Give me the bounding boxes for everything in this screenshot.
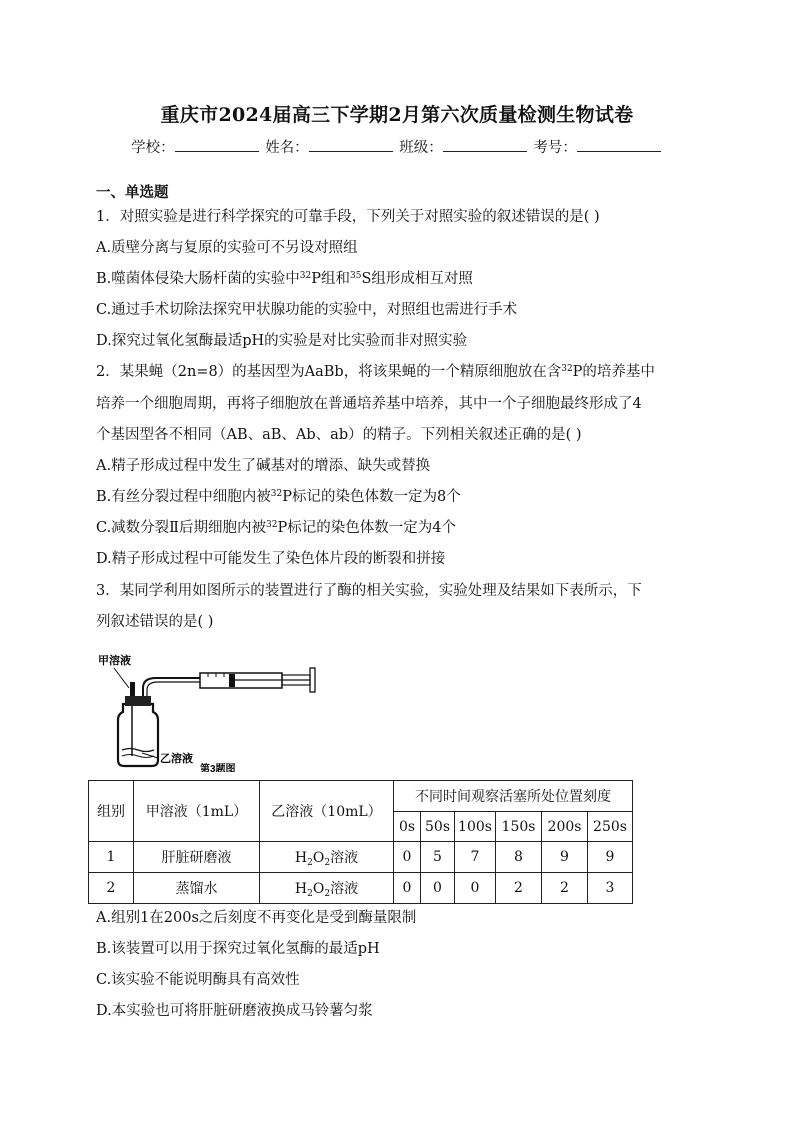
cell-value: 7 [455, 842, 496, 873]
cell-value: 5 [421, 842, 455, 873]
q1-b-text2: P组和 [311, 271, 350, 287]
cell-value: 8 [496, 842, 542, 873]
cell-group: 1 [89, 842, 134, 873]
q1-b-text3: S组形成相互对照 [361, 271, 473, 287]
field-name-label: 姓名： [265, 140, 309, 156]
cell-value: 2 [542, 873, 588, 904]
field-name-blank[interactable] [309, 137, 393, 152]
field-school-label: 学校： [131, 140, 175, 156]
q1-option-d: D.探究过氧化氢酶最适pH的实验是对比实验而非对照实验 [96, 333, 468, 349]
header-time: 200s [542, 812, 588, 842]
q2-c-text2: P标记的染色体数一定为4个 [277, 520, 456, 536]
q3-stem-line2: 列叙述错误的是( ) [96, 614, 214, 630]
q2-b-text2: P标记的染色体数一定为8个 [282, 489, 461, 505]
section-title: 一、单选题 [96, 184, 169, 201]
figure-caption: 第3题图 [200, 764, 236, 772]
cell-yi-sub2: 2 [324, 858, 331, 868]
q3-option-a: A.组别1在200s之后刻度不再变化是受到酶量限制 [96, 910, 417, 926]
cell-yi-h: H [294, 881, 308, 897]
table-row [89, 842, 633, 873]
cell-value: 3 [588, 873, 633, 904]
field-school-blank[interactable] [175, 137, 259, 152]
header-time: 250s [588, 812, 633, 842]
table-row [89, 873, 633, 904]
cell-yi-sub1: 2 [307, 858, 313, 868]
cell-value: 0 [455, 873, 496, 904]
cell-yi [260, 842, 394, 873]
q2-option-d: D.精子形成过程中可能发生了染色体片段的断裂和拼接 [96, 551, 446, 567]
label-jia-solution: 甲溶液 [98, 655, 131, 667]
header-observation: 不同时间观察活塞所处位置刻度 [394, 781, 633, 812]
q2-option-a: A.精子形成过程中发生了碱基对的增添、缺失或替换 [96, 458, 431, 474]
header-jia: 甲溶液（1mL） [134, 781, 260, 842]
cell-yi-sub2: 2 [324, 889, 331, 899]
cell-yi-sub1: 2 [307, 889, 313, 899]
q2-option-b [96, 485, 461, 506]
field-class-label: 班级： [399, 140, 443, 156]
cell-value: 9 [588, 842, 633, 873]
q1-option-c: C.通过手术切除法探究甲状腺功能的实验中，对照组也需进行手术 [96, 302, 518, 318]
header-yi: 乙溶液（10mL） [260, 781, 394, 842]
q2-c-sup: 32 [266, 520, 278, 530]
apparatus-figure [96, 648, 326, 772]
stopper-icon [125, 696, 151, 706]
cell-yi-o: O [312, 850, 325, 866]
q1-option-b [96, 267, 473, 288]
header-time: 150s [496, 812, 542, 842]
header-group: 组别 [89, 781, 134, 842]
q2-line1-sup: 32 [561, 364, 573, 374]
q1-stem: 1．对照实验是进行科学探究的可靠手段，下列关于对照实验的叙述错误的是( ) [96, 209, 600, 225]
q1-b-sup1: 32 [299, 271, 312, 281]
label-yi-solution: 乙溶液 [160, 753, 193, 765]
field-number-label: 考号： [533, 140, 577, 156]
cell-value: 2 [496, 873, 542, 904]
q3-stem-line1: 3．某同学利用如图所示的装置进行了酶的相关实验，实验处理及结果如下表所示，下 [96, 583, 642, 599]
exam-title: 重庆市2024届高三下学期2月第六次质量检测生物试卷 [160, 104, 634, 126]
student-info-fields [0, 136, 794, 157]
q1-b-text1: B.噬菌体侵染大肠杆菌的实验中 [96, 271, 300, 287]
field-number-blank[interactable] [577, 137, 661, 152]
cell-yi-h: H [294, 850, 308, 866]
cell-value: 0 [394, 842, 421, 873]
q3-option-d: D.本实验也可将肝脏研磨液换成马铃薯匀浆 [96, 1003, 373, 1019]
cell-value: 0 [394, 873, 421, 904]
q2-option-c [96, 516, 456, 537]
cell-value: 0 [421, 873, 455, 904]
q2-stem-line2: 培养一个细胞周期，再将子细胞放在普通培养基中培养，其中一个子细胞最终形成了4 [96, 396, 642, 412]
syringe-piston [229, 674, 235, 687]
experiment-table [88, 780, 633, 904]
q2-line1-text2: P的培养基中 [572, 364, 655, 380]
q1-b-sup2: 35 [349, 271, 362, 281]
cell-jia: 肝脏研磨液 [134, 842, 260, 873]
cell-yi-o: O [312, 881, 325, 897]
q2-b-text1: B.有丝分裂过程中细胞内被 [96, 489, 271, 505]
q3-option-b: B.该装置可以用于探究过氧化氢酶的最适pH [96, 941, 380, 957]
q2-c-text1: C.减数分裂Ⅱ后期细胞内被 [96, 520, 267, 536]
apparatus-diagram [96, 648, 326, 772]
field-class-blank[interactable] [443, 137, 527, 152]
cell-yi [260, 873, 394, 904]
cell-jia: 蒸馏水 [134, 873, 260, 904]
q2-stem-line3: 个基因型各不相同（AB、aB、Ab、ab）的精子。下列相关叙述正确的是( ) [96, 427, 582, 443]
header-time: 100s [455, 812, 496, 842]
cell-value: 9 [542, 842, 588, 873]
q2-b-sup: 32 [270, 489, 283, 499]
cell-yi-rest: 溶液 [330, 881, 359, 897]
q1-option-a: A.质壁分离与复原的实验可不另设对照组 [96, 240, 358, 256]
header-time: 50s [421, 812, 455, 842]
cell-yi-rest: 溶液 [330, 850, 359, 866]
q2-stem-line1 [96, 360, 655, 381]
cell-group: 2 [89, 873, 134, 904]
q2-line1-text1: 2．某果蝇（2n=8）的基因型为AaBb，将该果蝇的一个精原细胞放在含 [96, 364, 562, 380]
header-time: 0s [394, 812, 421, 842]
q3-option-c: C.该实验不能说明酶具有高效性 [96, 972, 300, 988]
